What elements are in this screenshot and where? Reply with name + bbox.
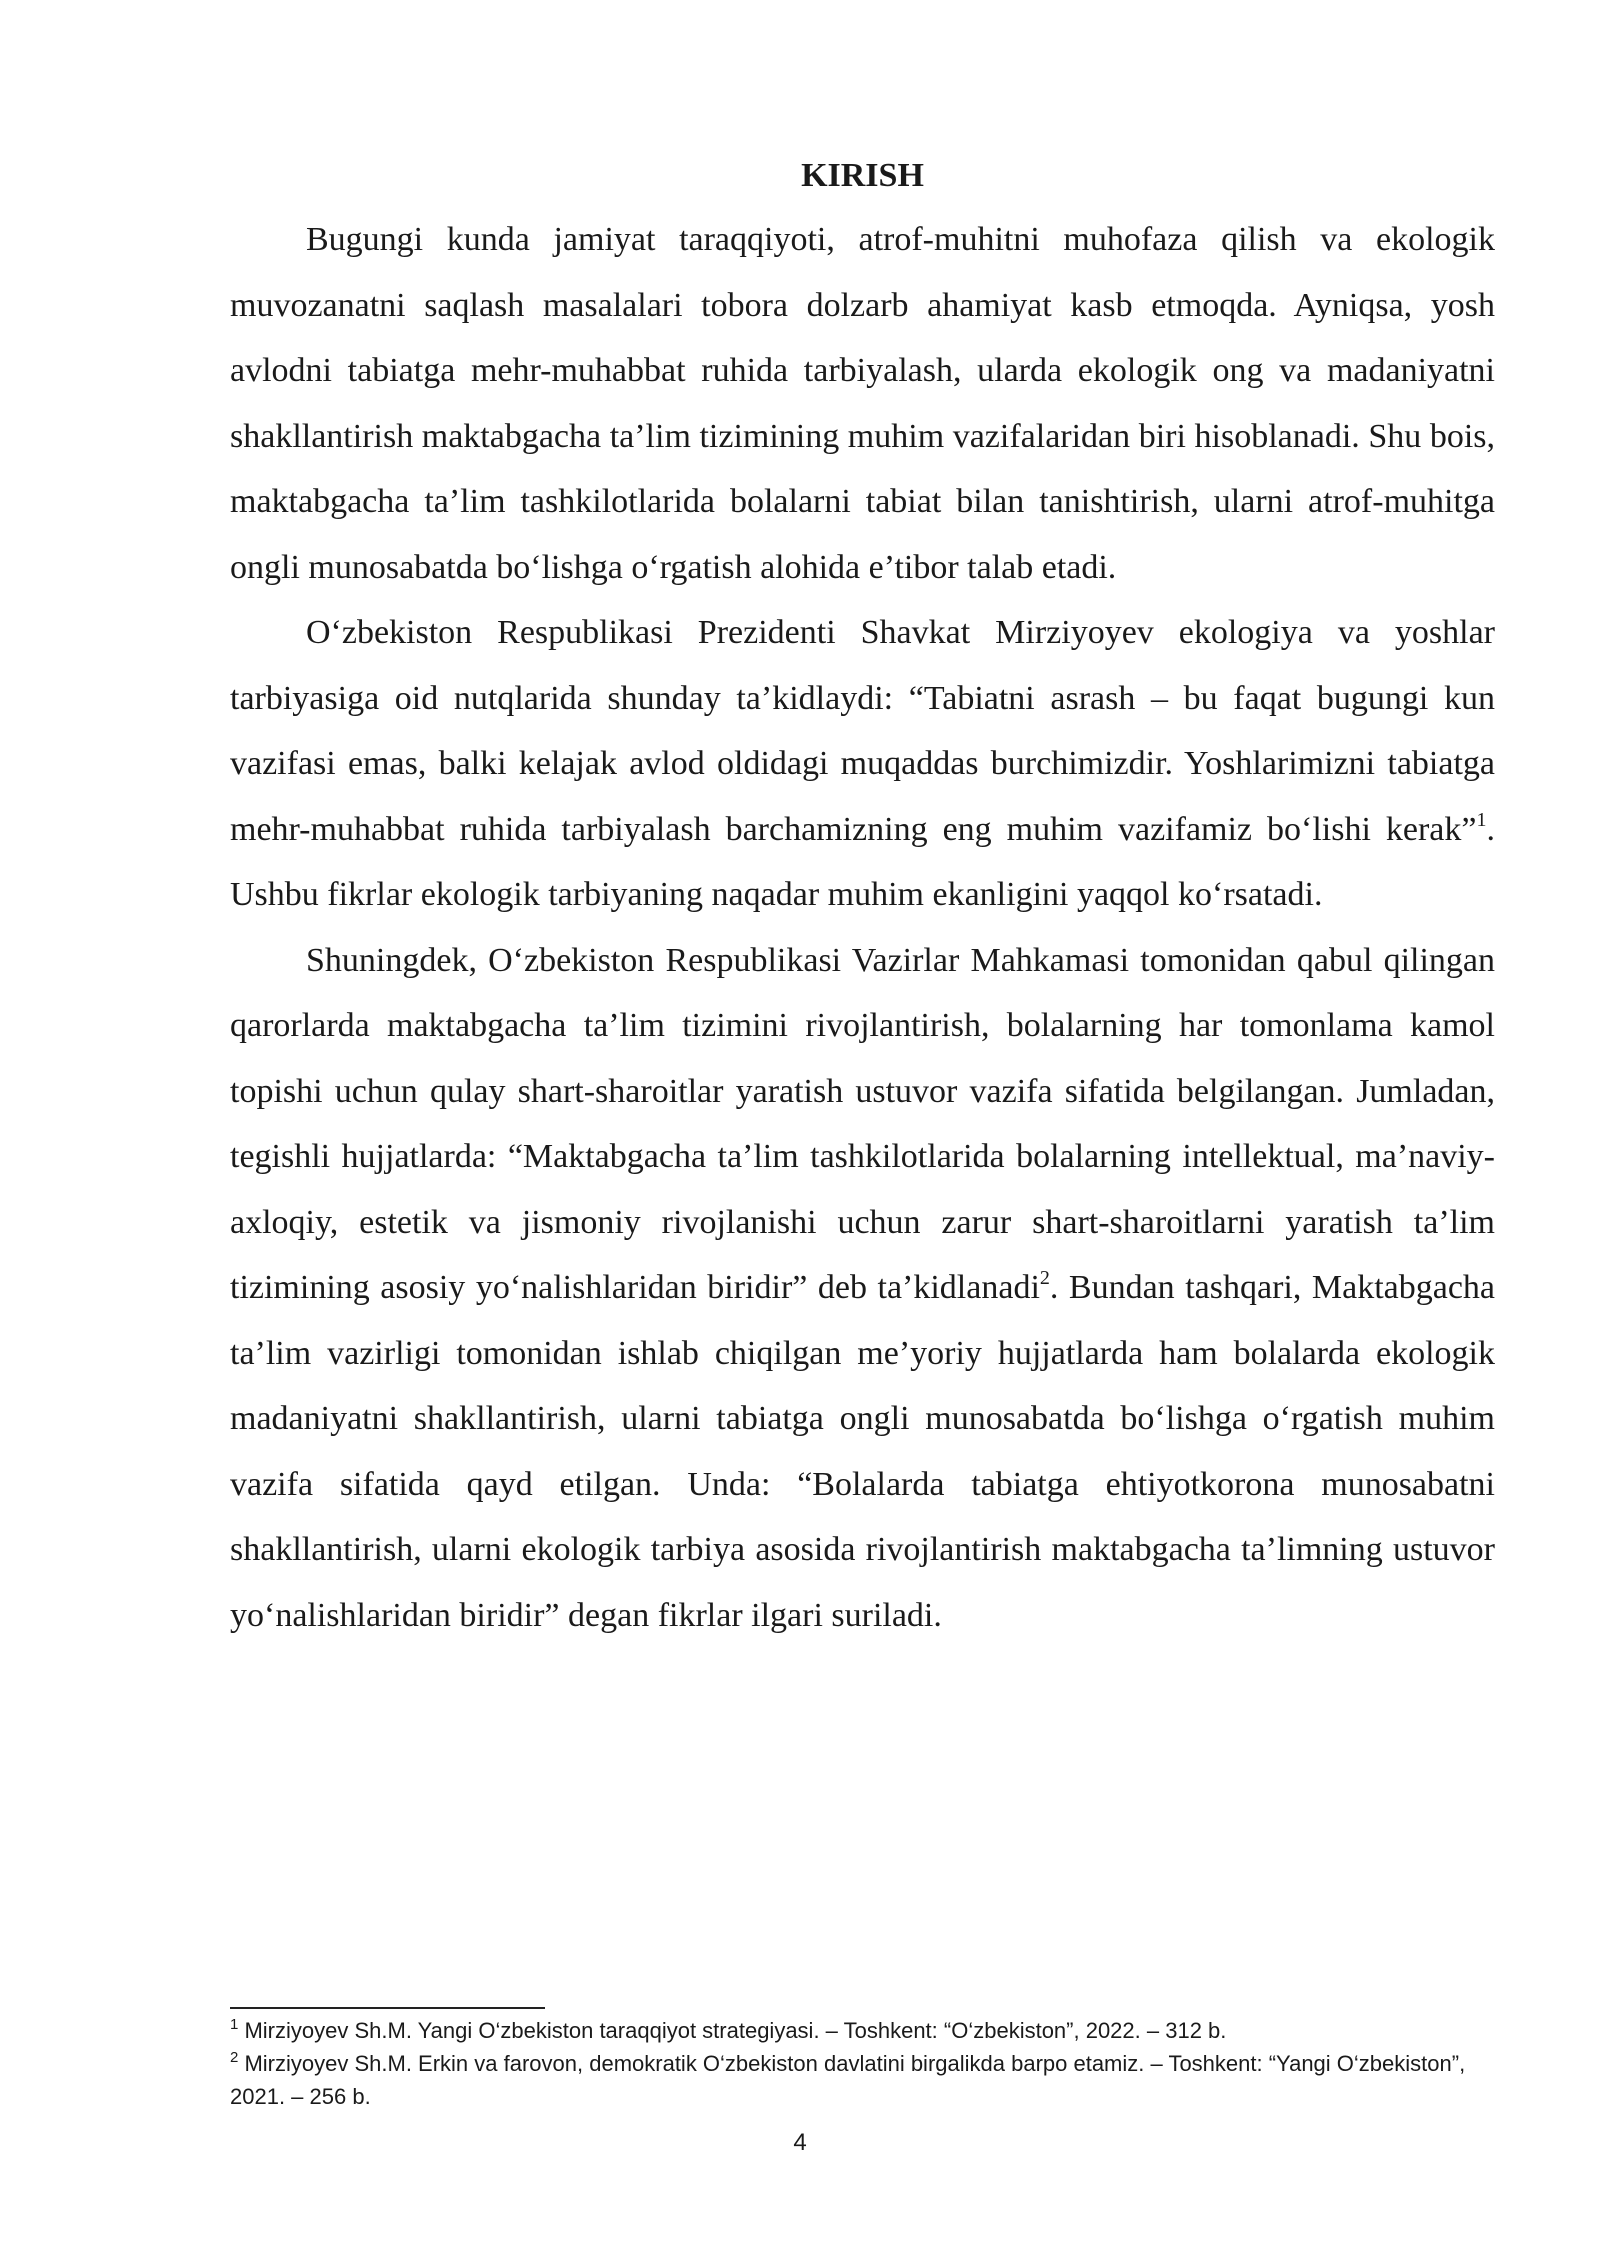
footnote-ref-2[interactable]: 2 (1039, 1267, 1050, 1289)
footnotes (230, 2014, 1495, 2113)
footnote-2-number: 2 (230, 2049, 239, 2066)
paragraph-3 (230, 928, 1495, 1649)
footnote-2-text: Mirziyoyev Sh.M. Erkin va farovon, demokratik O‘zbekiston davlatini birgalikda barpo etamiz. – Toshkent: “Yangi O‘zbekiston”, 2021. – 256 b. (230, 2051, 1466, 2109)
paragraph-2-text-b: . Ushbu fikrlar ekologik tarbiyaning naqadar muhim ekanligini yaqqol ko‘rsatadi. (230, 810, 1495, 913)
footnote-1 (230, 2014, 1495, 2047)
paragraph-2 (230, 600, 1495, 928)
page-title: KIRISH (801, 157, 924, 194)
paragraph-3-text-b: . Bundan tashqari, Maktabgacha ta’lim vazirligi tomonidan ishlab chiqilgan me’yoriy hujjatlarda ham bolalarda ekologik madaniyatni shakllantirish, ularni tabiatga ongli munosabatda bo‘lishga o‘rgatish muhim vazifa sifatida qayd etilgan. Unda: “Bolalarda tabiatga ehtiyotkorona munosabatni shakllantirish, ularni ekologik tarbiya asosida rivojlantirish maktabgacha ta’limning ustuvor yo‘nalishlaridan biridir” degan fikrlar ilgari suriladi. (230, 1269, 1496, 1634)
paragraph-1 (230, 207, 1495, 600)
page-number: 4 (793, 2129, 807, 2156)
paragraph-2-text-a: O‘zbekiston Respublikasi Prezidenti Shavkat Mirziyoyev ekologiya va yoshlar tarbiyasiga oid nutqlarida shunday ta’kidlaydi: “Tabiatni asrash – bu faqat bugungi kun vazifasi emas, balki kelajak avlod oldidagi muqaddas burchimizdir. Yoshlarimizni tabiatga mehr-muhabbat ruhida tarbiyalash barchamizning eng muhim vazifamiz bo‘lishi kerak” (230, 614, 1495, 848)
paragraph-3-text-a: Shuningdek, O‘zbekiston Respublikasi Vazirlar Mahkamasi tomonidan qabul qilingan qarorlarda maktabgacha ta’lim tizimini rivojlantirish, bolalarning har tomonlama kamol topishi uchun qulay shart-sharoitlar yaratish ustuvor vazifa sifatida belgilangan. Jumladan, tegishli hujjatlarda: “Maktabgacha ta’lim tashkilotlarida bolalarning intellektual, ma’naviy-axloqiy, estetik va jismoniy rivojlanishi uchun zarur shart-sharoitlarni yaratish ta’lim tizimining asosiy yo‘nalishlaridan biridir” deb ta’kidlanadi (230, 941, 1495, 1306)
footnote-1-number: 1 (230, 2016, 239, 2033)
footnote-separator (230, 2007, 545, 2009)
footnote-1-text: Mirziyoyev Sh.M. Yangi O‘zbekiston taraqqiyot strategiyasi. – Toshkent: “O‘zbekiston”, 2022. – 312 b. (238, 2018, 1227, 2043)
footnote-ref-1[interactable]: 1 (1476, 808, 1487, 831)
footnote-2 (230, 2047, 1495, 2113)
paragraph-1-text: Bugungi kunda jamiyat taraqqiyoti, atrof-muhitni muhofaza qilish va ekologik muvozanatni saqlash masalalari tobora dolzarb ahamiyat kasb etmoqda. Ayniqsa, yosh avlodni tabiatga mehr-muhabbat ruhida tarbiyalash, ularda ekologik ong va madaniyatni shakllantirish maktabgacha ta’lim tizimining muhim vazifalaridan biri hisoblanadi. Shu bois, maktabgacha ta’lim tashkilotlarida bolalarni tabiat bilan tanishtirish, ularni atrof-muhitga ongli munosabatda bo‘lishga o‘rgatish alohida e’tibor talab etadi. (230, 221, 1495, 586)
main-text (230, 145, 1495, 1648)
